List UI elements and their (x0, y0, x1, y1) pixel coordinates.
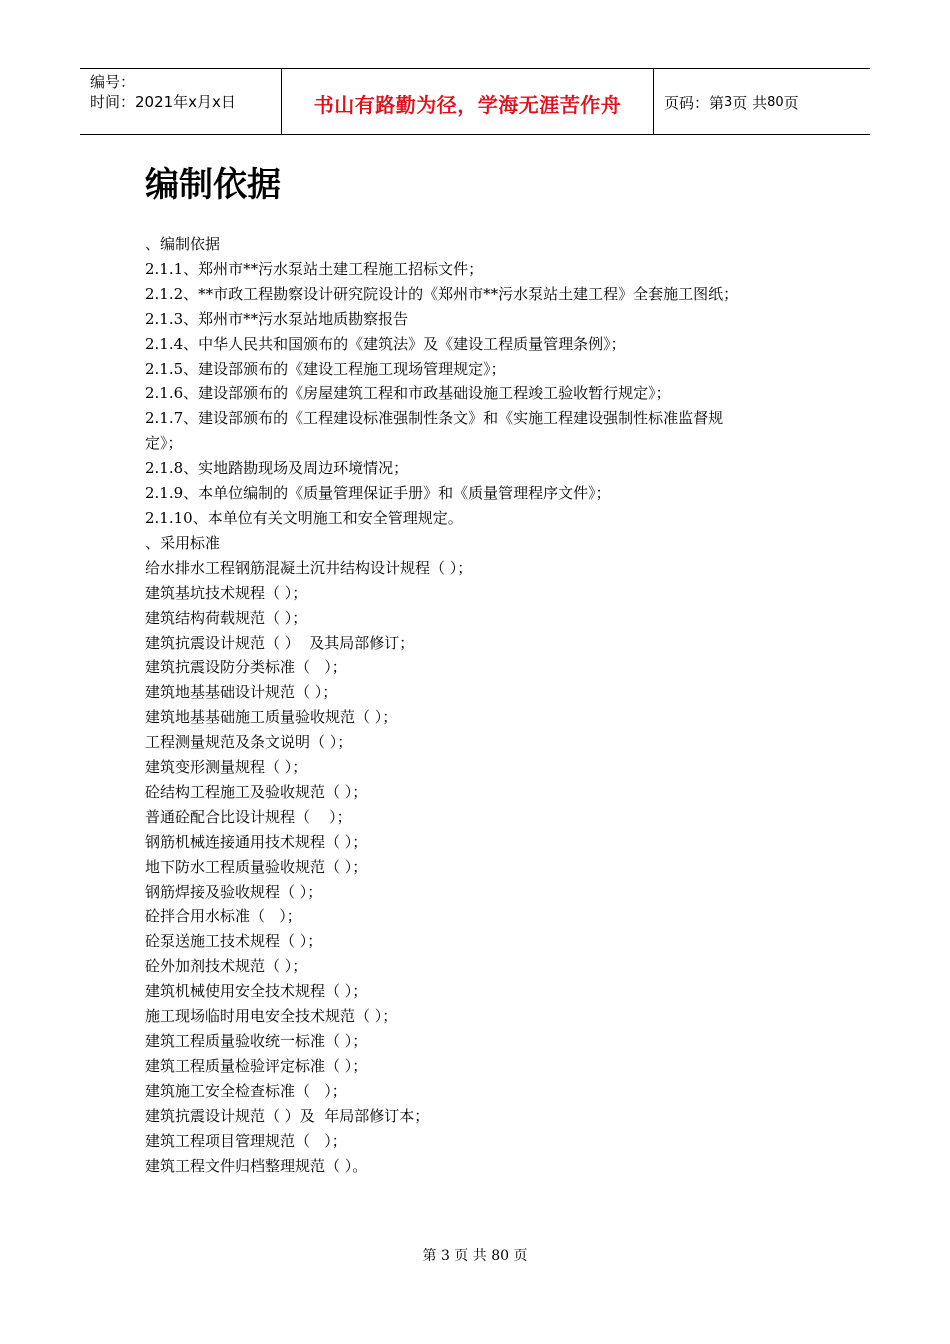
page-mid: 页 共 (732, 94, 768, 112)
document-date: 时间：2021年x月x日 (90, 93, 236, 111)
body-line: 2.1.1、郑州市**污水泵站土建工程施工招标文件； (145, 259, 484, 278)
section-title: 编制依据 (145, 165, 281, 205)
header-page-info (654, 69, 870, 134)
body-line: 建筑机械使用安全技术规程（ ）； (145, 982, 368, 1001)
body-line: 建筑工程质量检验评定标准（ ）； (145, 1056, 368, 1075)
header-meta (80, 69, 282, 134)
body-line: 2.1.9、本单位编制的《质量管理保证手册》和《质量管理程序文件》； (145, 484, 611, 503)
body-line: 建筑抗震设防分类标准（ ）； (145, 658, 347, 677)
body-line: 钢筋机械连接通用技术规程（ ）； (145, 832, 368, 851)
page-suffix: 页 (783, 94, 799, 112)
body-line: 普通砼配合比设计规程（ ）； (145, 807, 352, 826)
body-line: 砼拌合用水标准（ ）； (145, 907, 302, 926)
body-line: 2.1.3、郑州市**污水泵站地质勘察报告 (145, 309, 409, 328)
page-prefix: 页码：第 (664, 94, 725, 112)
body-line: 2.1.8、实地踏勘现场及周边环境情况； (145, 459, 409, 478)
document-body (145, 232, 825, 1178)
body-line: 定》； (145, 434, 183, 453)
header-motto: 书山有路勤为径，学海无涯苦作舟 (282, 69, 654, 134)
body-line: 建筑地基基础施工质量验收规范（ ）； (145, 708, 398, 727)
body-line: 砼结构工程施工及验收规范（ ）； (145, 782, 368, 801)
body-line: 建筑地基基础设计规范（ ）； (145, 683, 338, 702)
body-line: 建筑基坑技术规程（ ）； (145, 583, 308, 602)
body-line: 2.1.5、建设部颁布的《建设工程施工现场管理规定》； (145, 359, 506, 378)
body-line: 2.1.4、中华人民共和国颁布的《建筑法》及《建设工程质量管理条例》； (145, 334, 626, 353)
body-line: 2.1.2、**市政工程勘察设计研究院设计的《郑州市**污水泵站土建工程》全套施工图纸； (145, 284, 739, 303)
body-line: 、编制依据 (145, 235, 221, 253)
body-line: 建筑工程文件归档整理规范（ ）。 (145, 1156, 368, 1175)
page-footer: 第 3 页 共 80 页 (422, 1248, 528, 1264)
body-line: 给水排水工程钢筋混凝土沉井结构设计规程（ ）； (145, 558, 473, 577)
body-line: 工程测量规范及条文说明（ ）； (145, 733, 353, 752)
body-line: 建筑工程质量验收统一标准（ ）； (145, 1032, 368, 1050)
document-number-label: 编号： (90, 73, 136, 91)
body-line: 施工现场临时用电安全技术规范（ ）； (145, 1007, 398, 1026)
body-line: 地下防水工程质量验收规范（ ）； (145, 857, 368, 876)
body-line: 建筑抗震设计规范（ ） 及其局部修订； (145, 633, 415, 652)
body-line: 2.1.6、建设部颁布的《房屋建筑工程和市政基础设施工程竣工验收暂行规定》； (145, 384, 671, 403)
body-line: 砼泵送施工技术规程（ ）； (145, 932, 323, 951)
body-line: 2.1.7、建设部颁布的《工程建设标准强制性条文》和《实施工程建设强制性标准监督规 (145, 409, 724, 428)
body-line: 建筑结构荷载规范（ ）； (145, 608, 308, 627)
body-line: 砼外加剂技术规范（ ）； (145, 957, 308, 976)
body-line: 2.1.10、本单位有关文明施工和安全管理规定。 (145, 508, 463, 527)
page-number: 3 (724, 95, 733, 110)
body-line: 建筑抗震设计规范（ ）及 年局部修订本； (145, 1106, 430, 1125)
page-header (80, 68, 870, 135)
body-line: 建筑工程项目管理规范（ ）； (145, 1131, 347, 1150)
body-line: 建筑变形测量规程（ ）； (145, 758, 308, 777)
body-line: 钢筋焊接及验收规程（ ）； (145, 882, 323, 901)
page-total: 80 (767, 95, 784, 110)
body-line: 建筑施工安全检查标准（ ）； (145, 1081, 347, 1100)
body-line: 、采用标准 (145, 533, 221, 552)
